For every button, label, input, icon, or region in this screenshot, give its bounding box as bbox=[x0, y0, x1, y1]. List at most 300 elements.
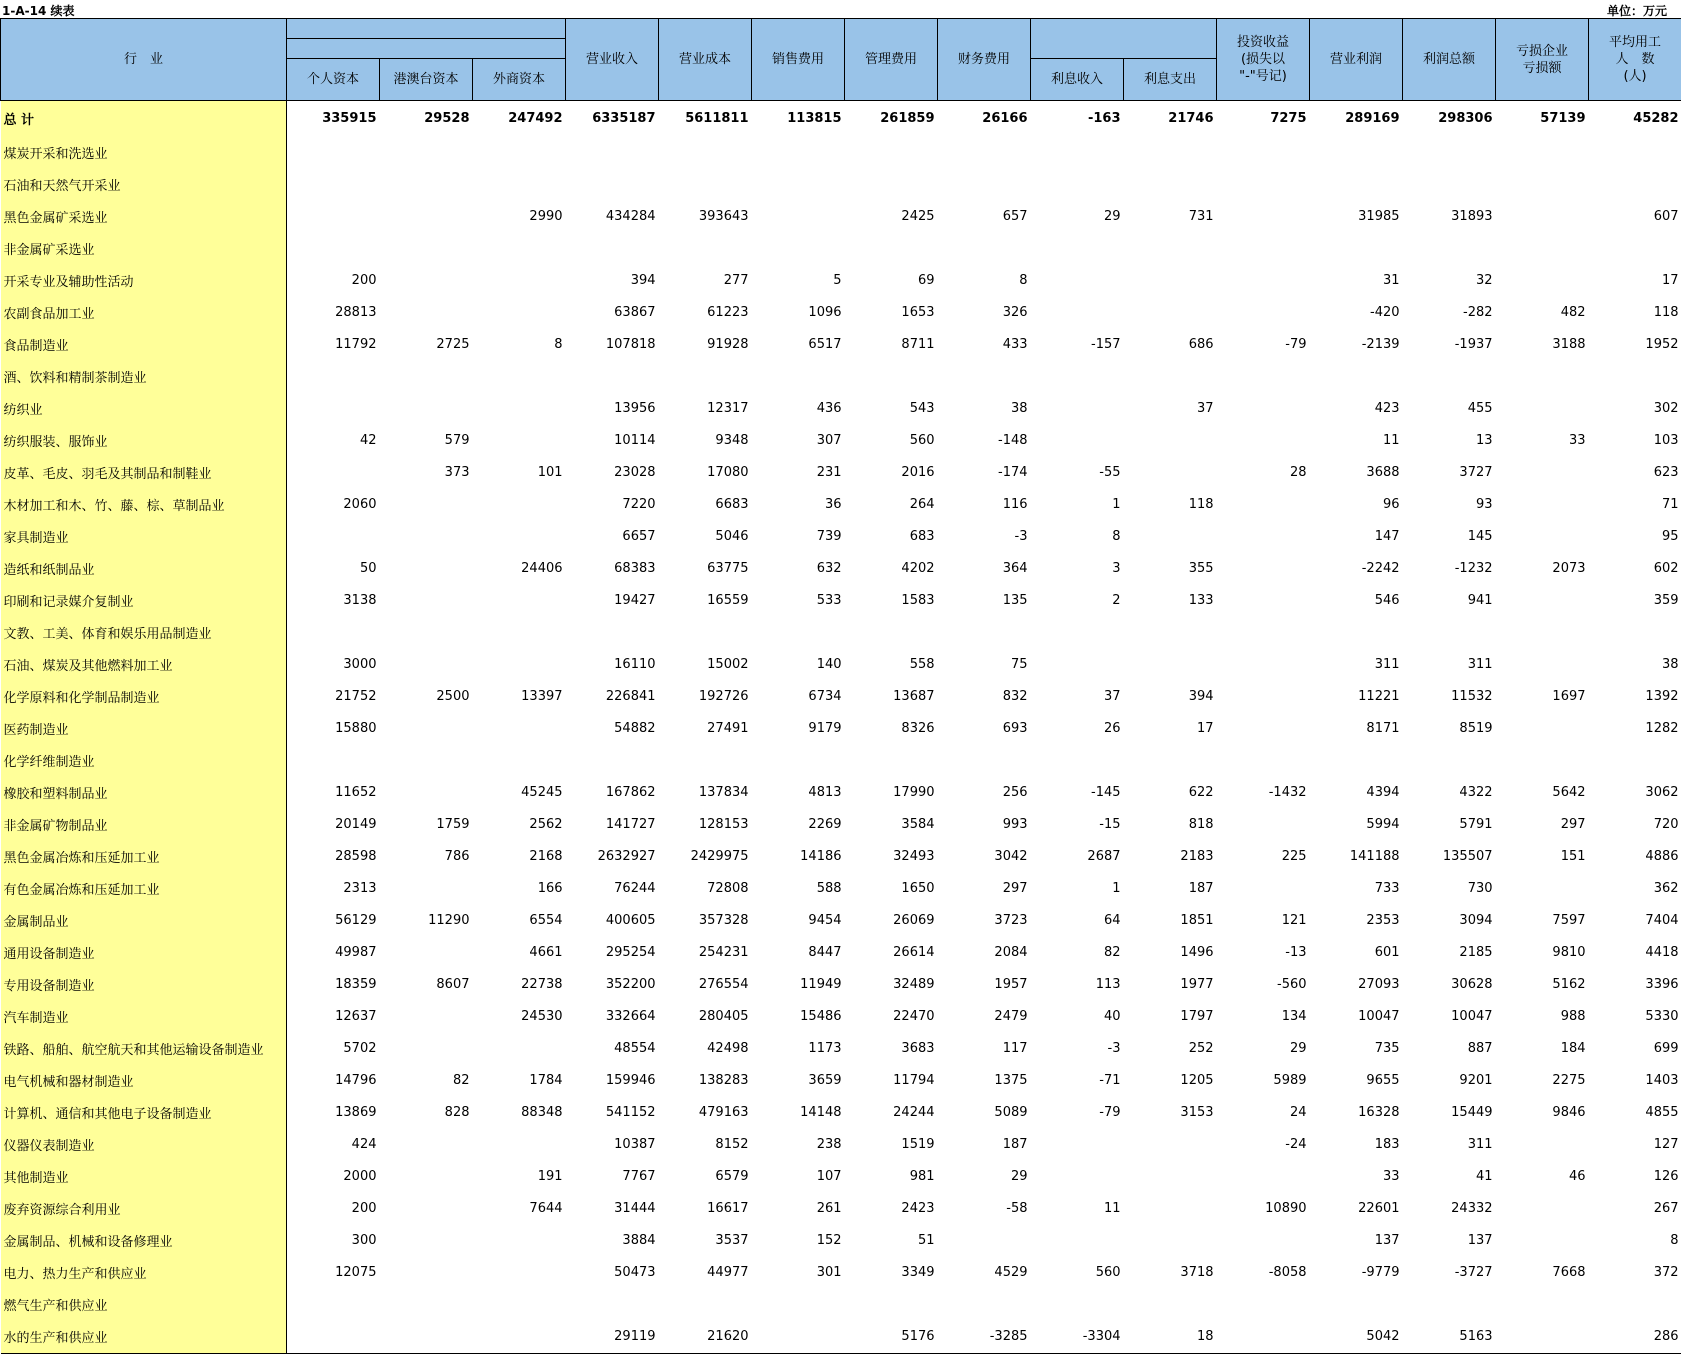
table-cell: 433 bbox=[938, 329, 1031, 361]
table-cell: 602 bbox=[1589, 553, 1681, 585]
table-cell: 300 bbox=[287, 1225, 380, 1257]
table-cell: 786 bbox=[380, 841, 473, 873]
table-cell bbox=[566, 233, 659, 265]
table-cell: 3396 bbox=[1589, 969, 1681, 1001]
table-cell: 5611811 bbox=[659, 101, 752, 137]
table-cell: 622 bbox=[1124, 777, 1217, 809]
table-cell: 22470 bbox=[845, 1001, 938, 1033]
table-cell: 41 bbox=[1403, 1161, 1496, 1193]
table-cell bbox=[380, 553, 473, 585]
col-revenue: 营业收入 bbox=[566, 19, 659, 101]
table-cell: 17080 bbox=[659, 457, 752, 489]
table-cell: 277 bbox=[659, 265, 752, 297]
table-cell bbox=[380, 713, 473, 745]
table-row bbox=[1, 169, 1681, 201]
table-cell bbox=[1496, 361, 1589, 393]
table-cell: 1797 bbox=[1124, 1001, 1217, 1033]
col-cost: 营业成本 bbox=[659, 19, 752, 101]
table-cell bbox=[1124, 265, 1217, 297]
table-cell bbox=[1496, 393, 1589, 425]
table-row bbox=[1, 297, 1681, 329]
table-cell bbox=[1217, 745, 1310, 777]
table-cell: 15486 bbox=[752, 1001, 845, 1033]
industry-name: 金属制品业 bbox=[1, 905, 287, 937]
col-interest-expense: 利息支出 bbox=[1124, 59, 1217, 101]
table-cell: 298306 bbox=[1403, 101, 1496, 137]
table-cell bbox=[659, 169, 752, 201]
table-cell: 26 bbox=[1031, 713, 1124, 745]
table-cell: 116 bbox=[938, 489, 1031, 521]
table-cell: 19427 bbox=[566, 585, 659, 617]
table-cell: 683 bbox=[845, 521, 938, 553]
table-cell: 436 bbox=[752, 393, 845, 425]
table-cell: 32493 bbox=[845, 841, 938, 873]
table-cell: 1375 bbox=[938, 1065, 1031, 1097]
table-cell bbox=[1217, 297, 1310, 329]
table-cell: 357328 bbox=[659, 905, 752, 937]
industry-name: 水的生产和供应业 bbox=[1, 1321, 287, 1354]
table-cell bbox=[1496, 617, 1589, 649]
table-cell bbox=[380, 361, 473, 393]
col-avg-employees: 平均用工 人 数 (人) bbox=[1589, 19, 1681, 101]
table-cell bbox=[1496, 649, 1589, 681]
table-row bbox=[1, 489, 1681, 521]
data-table bbox=[0, 18, 1681, 1354]
table-cell: 601 bbox=[1310, 937, 1403, 969]
table-cell: 226841 bbox=[566, 681, 659, 713]
table-cell: 3584 bbox=[845, 809, 938, 841]
table-cell bbox=[1589, 745, 1681, 777]
table-cell: 4418 bbox=[1589, 937, 1681, 969]
table-cell: 37 bbox=[1124, 393, 1217, 425]
table-cell: 13869 bbox=[287, 1097, 380, 1129]
table-cell: 1496 bbox=[1124, 937, 1217, 969]
table-cell: 11652 bbox=[287, 777, 380, 809]
table-cell bbox=[938, 1225, 1031, 1257]
table-cell bbox=[1031, 1161, 1124, 1193]
table-cell: -560 bbox=[1217, 969, 1310, 1001]
table-cell bbox=[380, 1225, 473, 1257]
table-cell: 3000 bbox=[287, 649, 380, 681]
table-cell: 424 bbox=[287, 1129, 380, 1161]
table-cell: 372 bbox=[1589, 1257, 1681, 1289]
table-cell bbox=[473, 1129, 566, 1161]
table-cell: 118 bbox=[1124, 489, 1217, 521]
table-cell: 68383 bbox=[566, 553, 659, 585]
table-cell: 560 bbox=[1031, 1257, 1124, 1289]
table-cell: 88348 bbox=[473, 1097, 566, 1129]
table-cell bbox=[1124, 1289, 1217, 1321]
table-row bbox=[1, 521, 1681, 553]
table-header bbox=[1, 19, 1681, 101]
table-cell: 33 bbox=[1496, 425, 1589, 457]
table-cell: 135507 bbox=[1403, 841, 1496, 873]
table-cell: 40 bbox=[1031, 1001, 1124, 1033]
table-cell: 2353 bbox=[1310, 905, 1403, 937]
table-cell: 12317 bbox=[659, 393, 752, 425]
table-cell: 7644 bbox=[473, 1193, 566, 1225]
table-cell: 42498 bbox=[659, 1033, 752, 1065]
industry-name: 纺织业 bbox=[1, 393, 287, 425]
table-cell: 307 bbox=[752, 425, 845, 457]
table-cell: -3 bbox=[938, 521, 1031, 553]
table-cell: 9179 bbox=[752, 713, 845, 745]
industry-name: 医药制造业 bbox=[1, 713, 287, 745]
table-cell bbox=[752, 361, 845, 393]
table-cell: 21752 bbox=[287, 681, 380, 713]
table-cell bbox=[1031, 137, 1124, 169]
table-cell bbox=[752, 201, 845, 233]
table-cell: 1392 bbox=[1589, 681, 1681, 713]
table-cell bbox=[473, 137, 566, 169]
table-cell: 10890 bbox=[1217, 1193, 1310, 1225]
table-cell bbox=[938, 745, 1031, 777]
table-cell: 166 bbox=[473, 873, 566, 905]
table-cell: 15002 bbox=[659, 649, 752, 681]
table-cell: 7275 bbox=[1217, 101, 1310, 137]
table-cell: 17 bbox=[1589, 265, 1681, 297]
table-cell: 11949 bbox=[752, 969, 845, 1001]
col-fin-expense: 财务费用 bbox=[938, 19, 1031, 101]
table-cell: 11532 bbox=[1403, 681, 1496, 713]
table-cell bbox=[1589, 617, 1681, 649]
table-cell bbox=[380, 1193, 473, 1225]
table-cell: 141727 bbox=[566, 809, 659, 841]
table-cell bbox=[1403, 1289, 1496, 1321]
table-row bbox=[1, 233, 1681, 265]
table-cell bbox=[380, 233, 473, 265]
table-row bbox=[1, 137, 1681, 169]
industry-name: 皮革、毛皮、羽毛及其制品和制鞋业 bbox=[1, 457, 287, 489]
table-cell: 23028 bbox=[566, 457, 659, 489]
table-cell bbox=[1496, 1225, 1589, 1257]
table-cell: 127 bbox=[1589, 1129, 1681, 1161]
table-cell bbox=[752, 233, 845, 265]
table-cell bbox=[287, 201, 380, 233]
table-cell: -71 bbox=[1031, 1065, 1124, 1097]
table-cell: 4886 bbox=[1589, 841, 1681, 873]
table-row bbox=[1, 1161, 1681, 1193]
table-cell: 113 bbox=[1031, 969, 1124, 1001]
table-cell: -58 bbox=[938, 1193, 1031, 1225]
table-cell: 200 bbox=[287, 1193, 380, 1225]
table-cell: 1403 bbox=[1589, 1065, 1681, 1097]
table-row bbox=[1, 1065, 1681, 1097]
table-cell: 657 bbox=[938, 201, 1031, 233]
table-cell bbox=[380, 937, 473, 969]
table-cell: 699 bbox=[1589, 1033, 1681, 1065]
industry-name: 家具制造业 bbox=[1, 521, 287, 553]
table-cell: 686 bbox=[1124, 329, 1217, 361]
table-cell: -282 bbox=[1403, 297, 1496, 329]
table-cell: 10387 bbox=[566, 1129, 659, 1161]
table-cell: -79 bbox=[1031, 1097, 1124, 1129]
table-cell: 733 bbox=[1310, 873, 1403, 905]
table-cell: 128153 bbox=[659, 809, 752, 841]
table-cell: 16559 bbox=[659, 585, 752, 617]
table-cell: 33 bbox=[1310, 1161, 1403, 1193]
table-cell bbox=[1124, 649, 1217, 681]
table-cell bbox=[1496, 265, 1589, 297]
table-cell: 46 bbox=[1496, 1161, 1589, 1193]
table-cell bbox=[566, 617, 659, 649]
table-cell: 71 bbox=[1589, 489, 1681, 521]
table-cell bbox=[380, 1129, 473, 1161]
table-cell bbox=[473, 585, 566, 617]
table-cell: 27093 bbox=[1310, 969, 1403, 1001]
table-cell bbox=[473, 425, 566, 457]
table-cell: -145 bbox=[1031, 777, 1124, 809]
col-investment-income: 投资收益 (损失以 "-"号记) bbox=[1217, 19, 1310, 101]
table-cell: 543 bbox=[845, 393, 938, 425]
table-cell: 311 bbox=[1403, 1129, 1496, 1161]
table-cell bbox=[473, 1257, 566, 1289]
table-cell bbox=[1310, 169, 1403, 201]
table-cell: 200 bbox=[287, 265, 380, 297]
table-cell: 8447 bbox=[752, 937, 845, 969]
table-cell: 297 bbox=[1496, 809, 1589, 841]
table-cell bbox=[380, 201, 473, 233]
table-cell bbox=[1403, 233, 1496, 265]
table-cell: 2425 bbox=[845, 201, 938, 233]
table-cell bbox=[938, 169, 1031, 201]
table-cell bbox=[1217, 1161, 1310, 1193]
table-cell: 1697 bbox=[1496, 681, 1589, 713]
table-cell: 5642 bbox=[1496, 777, 1589, 809]
table-cell bbox=[380, 585, 473, 617]
table-cell: 107 bbox=[752, 1161, 845, 1193]
table-cell: 49987 bbox=[287, 937, 380, 969]
table-cell: 11221 bbox=[1310, 681, 1403, 713]
table-cell bbox=[380, 1257, 473, 1289]
table-cell: 9655 bbox=[1310, 1065, 1403, 1097]
table-cell: 541152 bbox=[566, 1097, 659, 1129]
industry-name: 煤炭开采和洗选业 bbox=[1, 137, 287, 169]
table-cell: 22601 bbox=[1310, 1193, 1403, 1225]
industry-name: 非金属矿采选业 bbox=[1, 233, 287, 265]
industry-name: 计算机、通信和其他电子设备制造业 bbox=[1, 1097, 287, 1129]
table-cell: 332664 bbox=[566, 1001, 659, 1033]
table-cell: 126 bbox=[1589, 1161, 1681, 1193]
table-cell: 941 bbox=[1403, 585, 1496, 617]
table-row bbox=[1, 937, 1681, 969]
table-cell: -1937 bbox=[1403, 329, 1496, 361]
table-cell bbox=[1217, 265, 1310, 297]
table-cell: 11792 bbox=[287, 329, 380, 361]
table-cell: 26069 bbox=[845, 905, 938, 937]
table-row bbox=[1, 1225, 1681, 1257]
table-cell: 10047 bbox=[1310, 1001, 1403, 1033]
table-cell bbox=[566, 745, 659, 777]
table-cell: 2269 bbox=[752, 809, 845, 841]
top-bar bbox=[0, 0, 1681, 18]
table-cell bbox=[845, 745, 938, 777]
table-cell: 5042 bbox=[1310, 1321, 1403, 1354]
table-cell: 3884 bbox=[566, 1225, 659, 1257]
table-cell bbox=[1124, 169, 1217, 201]
col-industry: 行 业 bbox=[1, 19, 287, 101]
table-cell bbox=[287, 233, 380, 265]
table-cell: 730 bbox=[1403, 873, 1496, 905]
table-cell bbox=[1124, 1193, 1217, 1225]
table-cell bbox=[1217, 585, 1310, 617]
table-cell bbox=[1496, 457, 1589, 489]
table-row bbox=[1, 1321, 1681, 1354]
table-cell: 24530 bbox=[473, 1001, 566, 1033]
table-cell: 2275 bbox=[1496, 1065, 1589, 1097]
table-cell: 38 bbox=[938, 393, 1031, 425]
table-cell: 1653 bbox=[845, 297, 938, 329]
table-cell bbox=[1496, 1321, 1589, 1354]
table-cell bbox=[1589, 137, 1681, 169]
industry-name: 食品制造业 bbox=[1, 329, 287, 361]
table-row bbox=[1, 329, 1681, 361]
table-cell: 91928 bbox=[659, 329, 752, 361]
industry-name: 文教、工美、体育和娱乐用品制造业 bbox=[1, 617, 287, 649]
table-cell: 261 bbox=[752, 1193, 845, 1225]
industry-name: 石油和天然气开采业 bbox=[1, 169, 287, 201]
table-row bbox=[1, 425, 1681, 457]
table-cell: 117 bbox=[938, 1033, 1031, 1065]
table-cell bbox=[1124, 457, 1217, 489]
table-cell bbox=[380, 393, 473, 425]
table-cell: 2313 bbox=[287, 873, 380, 905]
col-hmt-capital: 港澳台资本 bbox=[380, 59, 473, 101]
table-cell bbox=[938, 361, 1031, 393]
table-cell: 2 bbox=[1031, 585, 1124, 617]
table-cell: 4661 bbox=[473, 937, 566, 969]
industry-name: 通用设备制造业 bbox=[1, 937, 287, 969]
table-cell: 289169 bbox=[1310, 101, 1403, 137]
table-cell: 1977 bbox=[1124, 969, 1217, 1001]
industry-name: 汽车制造业 bbox=[1, 1001, 287, 1033]
table-cell: 137834 bbox=[659, 777, 752, 809]
table-cell bbox=[1031, 649, 1124, 681]
table-cell: 18 bbox=[1124, 1321, 1217, 1354]
industry-name: 黑色金属矿采选业 bbox=[1, 201, 287, 233]
table-cell bbox=[1031, 425, 1124, 457]
table-cell: 51 bbox=[845, 1225, 938, 1257]
table-cell: 3718 bbox=[1124, 1257, 1217, 1289]
table-cell: 167862 bbox=[566, 777, 659, 809]
table-body bbox=[1, 101, 1681, 1354]
table-cell: 24244 bbox=[845, 1097, 938, 1129]
table-row bbox=[1, 1001, 1681, 1033]
table-cell: 301 bbox=[752, 1257, 845, 1289]
table-cell: 28813 bbox=[287, 297, 380, 329]
table-cell bbox=[287, 521, 380, 553]
col-interest-group bbox=[1031, 19, 1217, 59]
industry-name: 专用设备制造业 bbox=[1, 969, 287, 1001]
table-cell: 4855 bbox=[1589, 1097, 1681, 1129]
industry-name: 造纸和纸制品业 bbox=[1, 553, 287, 585]
industry-name: 铁路、船舶、航空航天和其他运输设备制造业 bbox=[1, 1033, 287, 1065]
table-cell bbox=[1403, 745, 1496, 777]
table-cell: 15880 bbox=[287, 713, 380, 745]
table-cell bbox=[659, 361, 752, 393]
table-cell: 11290 bbox=[380, 905, 473, 937]
table-cell: -157 bbox=[1031, 329, 1124, 361]
table-cell bbox=[380, 617, 473, 649]
table-cell: 1519 bbox=[845, 1129, 938, 1161]
table-cell bbox=[1589, 233, 1681, 265]
table-cell bbox=[1124, 745, 1217, 777]
table-cell: 9201 bbox=[1403, 1065, 1496, 1097]
table-cell bbox=[1496, 169, 1589, 201]
table-cell: 482 bbox=[1496, 297, 1589, 329]
table-cell bbox=[473, 361, 566, 393]
table-cell: -1432 bbox=[1217, 777, 1310, 809]
industry-name: 电力、热力生产和供应业 bbox=[1, 1257, 287, 1289]
table-cell: 302 bbox=[1589, 393, 1681, 425]
table-cell: 276554 bbox=[659, 969, 752, 1001]
table-cell bbox=[845, 1289, 938, 1321]
table-cell bbox=[287, 137, 380, 169]
table-cell: 352200 bbox=[566, 969, 659, 1001]
industry-name: 金属制品、机械和设备修理业 bbox=[1, 1225, 287, 1257]
industry-name: 总 计 bbox=[1, 101, 287, 137]
table-cell bbox=[1031, 297, 1124, 329]
table-cell: 118 bbox=[1589, 297, 1681, 329]
table-cell bbox=[380, 777, 473, 809]
table-cell: 720 bbox=[1589, 809, 1681, 841]
table-cell: 137 bbox=[1403, 1225, 1496, 1257]
table-cell: 560 bbox=[845, 425, 938, 457]
table-cell: 267 bbox=[1589, 1193, 1681, 1225]
table-cell: 546 bbox=[1310, 585, 1403, 617]
table-cell: 12075 bbox=[287, 1257, 380, 1289]
table-cell bbox=[473, 745, 566, 777]
table-cell: 225 bbox=[1217, 841, 1310, 873]
col-interest-income: 利息收入 bbox=[1031, 59, 1124, 101]
table-cell bbox=[473, 1289, 566, 1321]
table-cell: 16617 bbox=[659, 1193, 752, 1225]
industry-name: 仪器仪表制造业 bbox=[1, 1129, 287, 1161]
table-row bbox=[1, 1129, 1681, 1161]
table-cell: 13687 bbox=[845, 681, 938, 713]
table-cell bbox=[1124, 137, 1217, 169]
table-cell: -15 bbox=[1031, 809, 1124, 841]
table-cell: -8058 bbox=[1217, 1257, 1310, 1289]
table-cell bbox=[1496, 1129, 1589, 1161]
table-cell: 29 bbox=[1031, 201, 1124, 233]
table-cell: -79 bbox=[1217, 329, 1310, 361]
table-cell: 31444 bbox=[566, 1193, 659, 1225]
table-cell bbox=[752, 137, 845, 169]
table-cell: 18359 bbox=[287, 969, 380, 1001]
table-cell: 151 bbox=[1496, 841, 1589, 873]
table-cell: 1096 bbox=[752, 297, 845, 329]
table-cell: 2562 bbox=[473, 809, 566, 841]
table-cell: 1759 bbox=[380, 809, 473, 841]
table-cell: 238 bbox=[752, 1129, 845, 1161]
table-cell: 5994 bbox=[1310, 809, 1403, 841]
table-cell bbox=[287, 361, 380, 393]
table-cell: 20149 bbox=[287, 809, 380, 841]
table-cell: 5989 bbox=[1217, 1065, 1310, 1097]
table-cell: 9454 bbox=[752, 905, 845, 937]
table-cell bbox=[1310, 617, 1403, 649]
table-cell bbox=[1217, 1321, 1310, 1354]
table-cell: 17 bbox=[1124, 713, 1217, 745]
table-row bbox=[1, 1289, 1681, 1321]
table-cell: 1205 bbox=[1124, 1065, 1217, 1097]
table-cell: 42 bbox=[287, 425, 380, 457]
table-cell bbox=[1496, 489, 1589, 521]
table-cell bbox=[1496, 521, 1589, 553]
table-cell: 2423 bbox=[845, 1193, 938, 1225]
table-cell: 8607 bbox=[380, 969, 473, 1001]
